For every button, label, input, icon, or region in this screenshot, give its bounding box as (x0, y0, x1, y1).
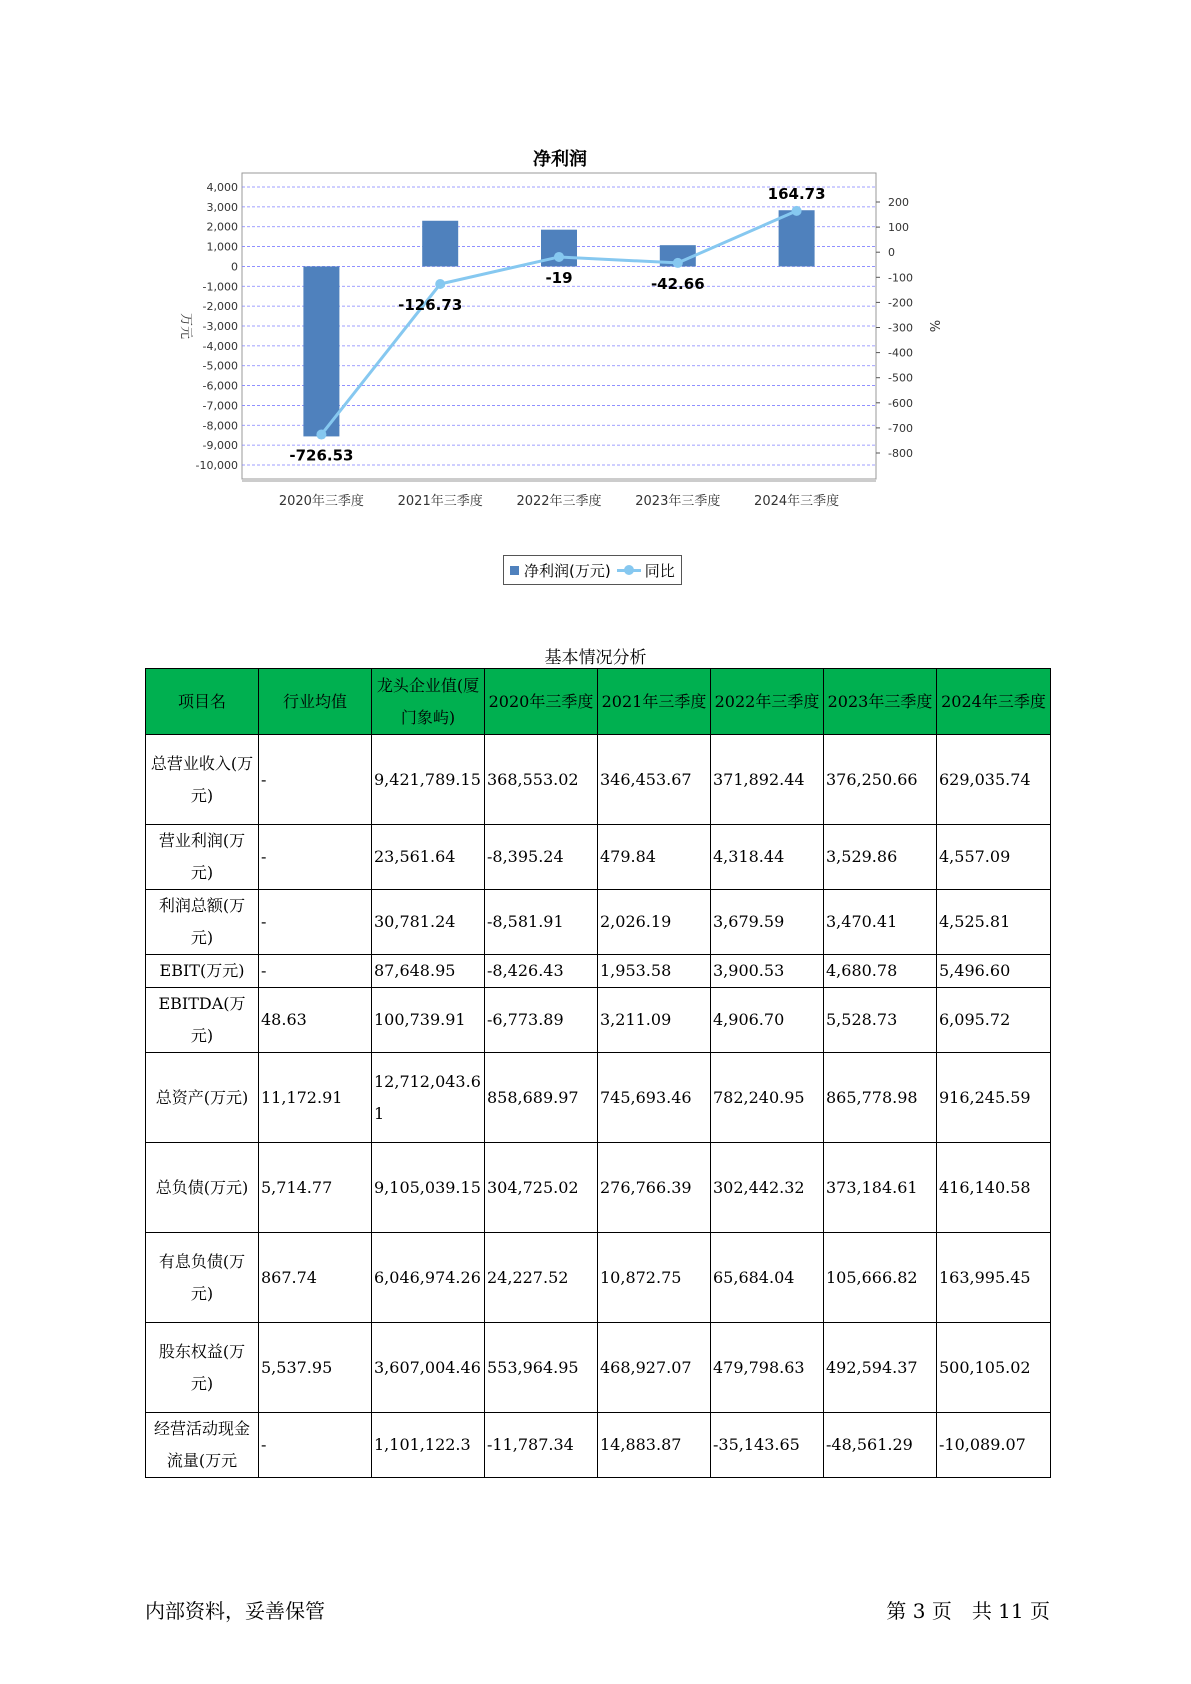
yoy-data-label: -19 (545, 268, 573, 287)
table-cell: 87,648.95 (372, 955, 485, 988)
table-row (146, 735, 1051, 825)
y-right-tick-label: -400 (888, 346, 913, 360)
table-header-row (146, 669, 1051, 735)
table-cell: 782,240.95 (711, 1053, 824, 1143)
yoy-point (792, 206, 802, 216)
table-row-label: 股东权益(万元) (146, 1323, 259, 1413)
table-cell: 479.84 (598, 825, 711, 890)
table-cell: 3,211.09 (598, 988, 711, 1053)
yoy-data-label: -726.53 (289, 446, 354, 465)
y-right-tick-label: -100 (888, 271, 913, 285)
y-left-tick-label: -6,000 (202, 379, 238, 393)
y-right-tick-label: -200 (888, 296, 913, 310)
table-cell: -11,787.34 (485, 1413, 598, 1478)
table-cell: 14,883.87 (598, 1413, 711, 1478)
table-cell: - (259, 1413, 372, 1478)
table-cell: 12,712,043.61 (372, 1053, 485, 1143)
table-cell: 6,046,974.26 (372, 1233, 485, 1323)
table-cell: 3,900.53 (711, 955, 824, 988)
table-cell: -10,089.07 (937, 1413, 1051, 1478)
y-left-tick-label: 2,000 (206, 220, 238, 234)
table-cell: 48.63 (259, 988, 372, 1053)
legend-bar-label: 净利润(万元) (524, 561, 611, 580)
table-cell: 4,318.44 (711, 825, 824, 890)
y-right-tick-label: 200 (888, 196, 909, 209)
x-tick-label: 2020年三季度 (278, 494, 364, 509)
table-row-label: 有息负债(万元) (146, 1233, 259, 1323)
table-cell: 865,778.98 (824, 1053, 937, 1143)
table-row-label: 经营活动现金流量(万元 (146, 1413, 259, 1478)
table-cell: 11,172.91 (259, 1053, 372, 1143)
table-row (146, 1143, 1051, 1233)
table-cell: 3,679.59 (711, 890, 824, 955)
yoy-point (673, 258, 683, 268)
table-cell: 105,666.82 (824, 1233, 937, 1323)
table-cell: 9,105,039.15 (372, 1143, 485, 1233)
table-cell: -48,561.29 (824, 1413, 937, 1478)
table-header-cell: 龙头企业值(厦门象屿) (372, 669, 485, 735)
x-tick-label: 2022年三季度 (516, 494, 602, 509)
table-cell: 858,689.97 (485, 1053, 598, 1143)
y-left-tick-label: -1,000 (202, 280, 238, 294)
y-left-tick-label: -4,000 (202, 339, 238, 353)
table-header-cell: 行业均值 (259, 669, 372, 735)
y-right-tick-label: -800 (888, 447, 913, 460)
y-left-tick-label: -3,000 (202, 320, 238, 333)
yoy-data-label: -42.66 (650, 274, 705, 293)
table-cell: 23,561.64 (372, 825, 485, 890)
table-cell: 479,798.63 (711, 1323, 824, 1413)
footer-confidential-note: 内部资料，妥善保管 (145, 1599, 325, 1623)
table-cell: 629,035.74 (937, 735, 1051, 825)
table-cell: 163,995.45 (937, 1233, 1051, 1323)
table-cell: - (259, 735, 372, 825)
table-cell: 2,026.19 (598, 890, 711, 955)
chart-legend (503, 555, 682, 585)
x-tick-label: 2024年三季度 (754, 494, 840, 509)
table-cell: 276,766.39 (598, 1143, 711, 1233)
table-cell: 302,442.32 (711, 1143, 824, 1233)
table-cell: 4,906.70 (711, 988, 824, 1053)
table-cell: 745,693.46 (598, 1053, 711, 1143)
yoy-data-label: 164.73 (767, 184, 826, 203)
table-cell: 373,184.61 (824, 1143, 937, 1233)
table-cell: 867.74 (259, 1233, 372, 1323)
y-left-axis-title: 万元 (178, 312, 193, 340)
y-left-tick-label: -9,000 (202, 439, 238, 453)
x-tick-label: 2021年三季度 (397, 494, 483, 509)
table-cell: 5,496.60 (937, 955, 1051, 988)
table-row (146, 955, 1051, 988)
table-cell: 3,529.86 (824, 825, 937, 890)
table-row (146, 1053, 1051, 1143)
table-cell: 553,964.95 (485, 1323, 598, 1413)
table-row-label: 总资产(万元) (146, 1053, 259, 1143)
table-row (146, 890, 1051, 955)
table-cell: 500,105.02 (937, 1323, 1051, 1413)
y-left-tick-label: -7,000 (202, 399, 238, 413)
y-right-tick-label: -700 (888, 421, 913, 435)
y-right-tick-label: -500 (888, 371, 913, 385)
table-cell: 368,553.02 (485, 735, 598, 825)
y-right-tick-label: 0 (888, 246, 895, 260)
yoy-data-label: -126.73 (398, 296, 463, 315)
table-cell: 30,781.24 (372, 890, 485, 955)
table-row-label: 总营业收入(万元) (146, 735, 259, 825)
table-cell: 1,953.58 (598, 955, 711, 988)
table-row-label: 总负债(万元) (146, 1143, 259, 1233)
net-profit-bar (779, 210, 815, 266)
table-cell: 4,525.81 (937, 890, 1051, 955)
yoy-point (554, 252, 564, 262)
table-cell: -8,395.24 (485, 825, 598, 890)
y-left-tick-label: 1,000 (206, 240, 238, 254)
table-cell: 5,714.77 (259, 1143, 372, 1233)
table-cell: 304,725.02 (485, 1143, 598, 1233)
table-row-label: EBITDA(万元) (146, 988, 259, 1053)
legend-bar-swatch (510, 566, 519, 575)
table-header-cell: 2022年三季度 (711, 669, 824, 735)
table-header-cell: 2024年三季度 (937, 669, 1051, 735)
y-right-tick-label: -300 (888, 321, 913, 335)
table-row (146, 1233, 1051, 1323)
table-cell: 468,927.07 (598, 1323, 711, 1413)
table-body (146, 735, 1051, 1478)
net-profit-bar (422, 221, 458, 267)
table-cell: -8,581.91 (485, 890, 598, 955)
legend-line-swatch (617, 564, 641, 576)
table-row (146, 1413, 1051, 1478)
net-profit-bar (303, 266, 339, 436)
y-left-tick-label: 0 (231, 260, 238, 274)
y-left-tick-label: -5,000 (202, 359, 238, 373)
table-row-label: EBIT(万元) (146, 955, 259, 988)
y-left-tick-label: -8,000 (202, 419, 238, 433)
table-cell: 916,245.59 (937, 1053, 1051, 1143)
table-cell: 3,607,004.46 (372, 1323, 485, 1413)
y-right-tick-label: 100 (888, 221, 909, 235)
table-cell: 9,421,789.15 (372, 735, 485, 825)
legend-line-label: 同比 (644, 561, 675, 580)
table-row (146, 988, 1051, 1053)
table-cell: 346,453.67 (598, 735, 711, 825)
table-row (146, 1323, 1051, 1413)
table-cell: - (259, 890, 372, 955)
chart-svg (160, 135, 960, 555)
y-right-axis-title: % (926, 319, 941, 333)
table-cell: 4,680.78 (824, 955, 937, 988)
table-header-cell: 项目名 (146, 669, 259, 735)
table-cell: 492,594.37 (824, 1323, 937, 1413)
table-cell: -8,426.43 (485, 955, 598, 988)
table-row-label: 利润总额(万元) (146, 890, 259, 955)
table-cell: 5,537.95 (259, 1323, 372, 1413)
table-cell: 376,250.66 (824, 735, 937, 825)
table-cell: - (259, 825, 372, 890)
y-left-tick-label: 3,000 (206, 200, 238, 214)
table-row (146, 825, 1051, 890)
table-header-cell: 2020年三季度 (485, 669, 598, 735)
table-cell: 65,684.04 (711, 1233, 824, 1323)
table-cell: 6,095.72 (937, 988, 1051, 1053)
y-left-tick-label: -10,000 (195, 459, 238, 472)
net-profit-chart (160, 135, 960, 605)
table-cell: 371,892.44 (711, 735, 824, 825)
chart-title: 净利润 (533, 149, 587, 170)
table-cell: 5,528.73 (824, 988, 937, 1053)
table-cell: 416,140.58 (937, 1143, 1051, 1233)
table-cell: - (259, 955, 372, 988)
y-left-tick-label: -2,000 (202, 300, 238, 314)
table-cell: -6,773.89 (485, 988, 598, 1053)
table-cell: 10,872.75 (598, 1233, 711, 1323)
y-left-tick-label: 4,000 (206, 181, 238, 194)
table-caption: 基本情况分析 (544, 648, 647, 668)
table-cell: 1,101,122.3 (372, 1413, 485, 1478)
table-cell: -35,143.65 (711, 1413, 824, 1478)
table-header-cell: 2023年三季度 (824, 669, 937, 735)
table-header-cell: 2021年三季度 (598, 669, 711, 735)
yoy-point (316, 430, 326, 440)
yoy-point (435, 279, 445, 289)
table-cell: 24,227.52 (485, 1233, 598, 1323)
table-cell: 100,739.91 (372, 988, 485, 1053)
basic-analysis-table (145, 668, 1051, 1478)
table-row-label: 营业利润(万元) (146, 825, 259, 890)
x-tick-label: 2023年三季度 (635, 494, 721, 509)
table-cell: 4,557.09 (937, 825, 1051, 890)
table-cell: 3,470.41 (824, 890, 937, 955)
footer-page-number: 第 3 页 共 11 页 (886, 1599, 1050, 1623)
y-right-tick-label: -600 (888, 396, 913, 410)
